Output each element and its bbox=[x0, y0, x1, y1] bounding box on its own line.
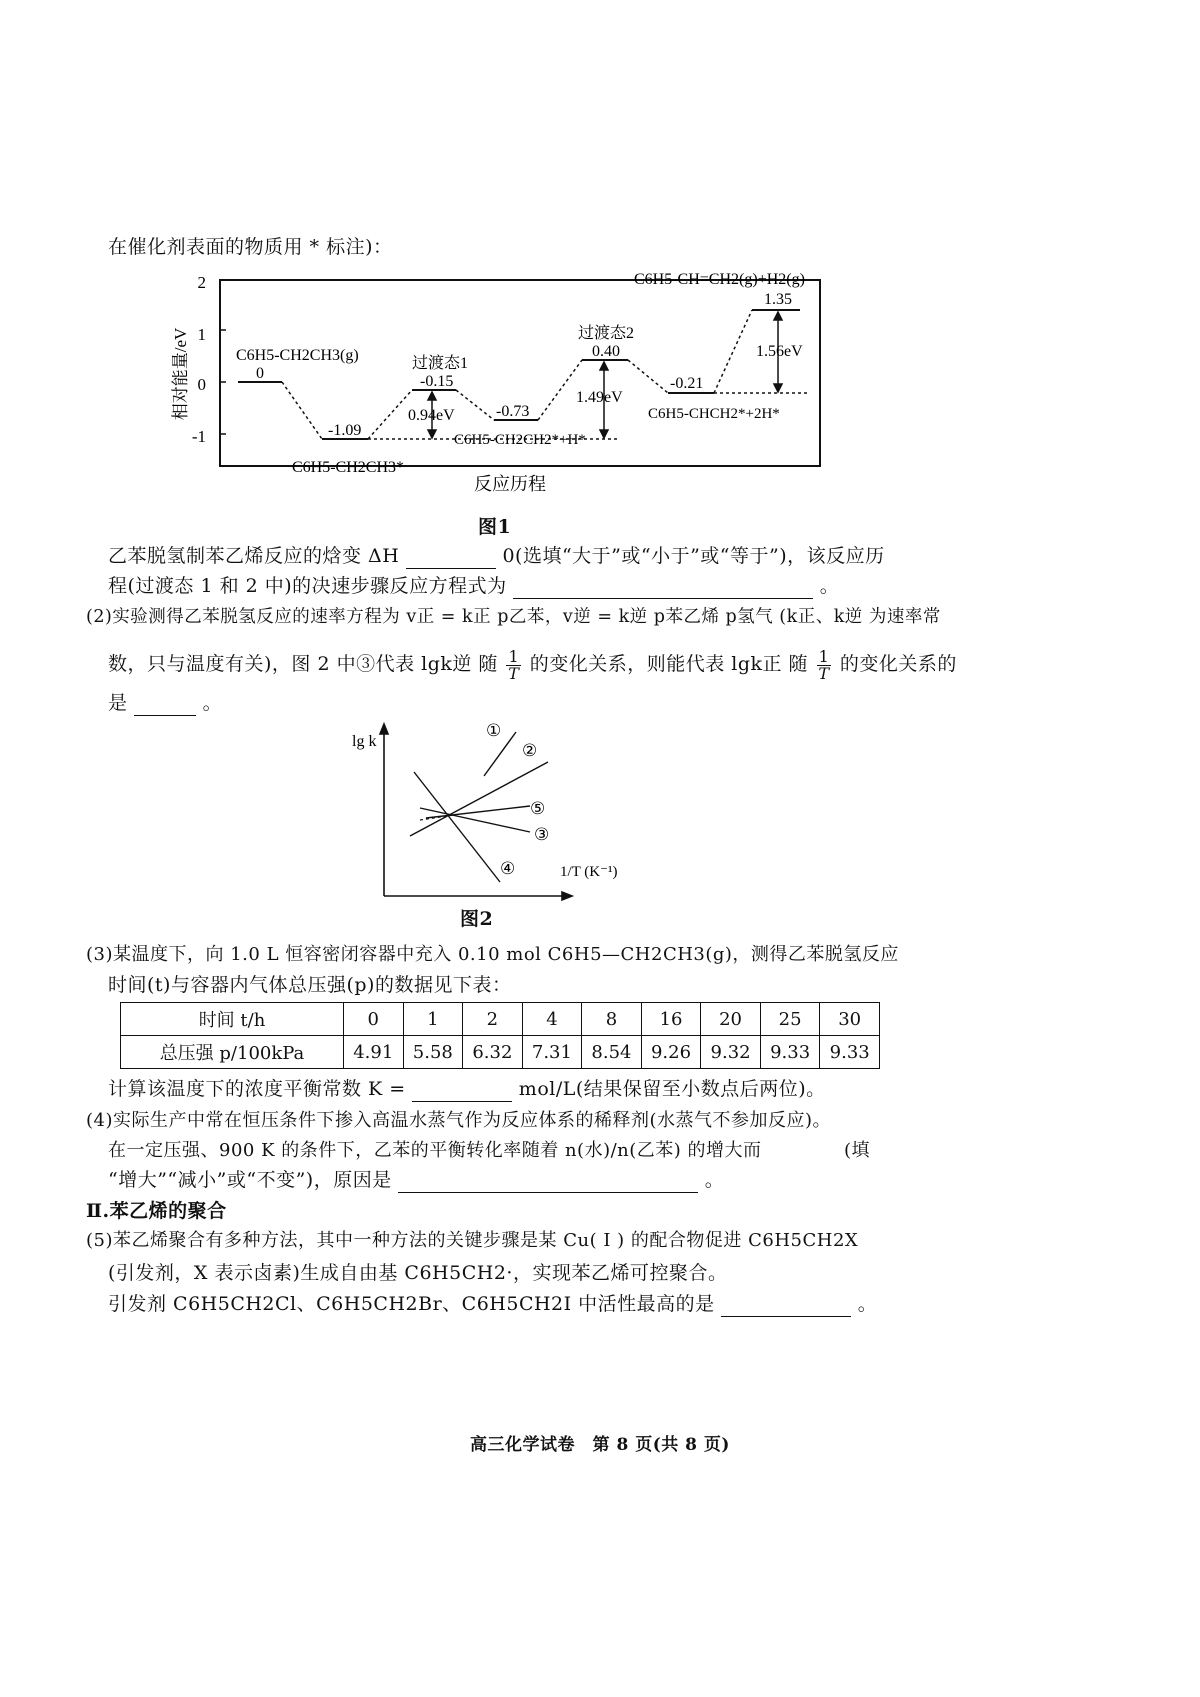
q2-line3 bbox=[108, 690, 222, 716]
section-2-heading: Ⅱ.苯乙烯的聚合 bbox=[86, 1200, 227, 1222]
value-label: 1.35 bbox=[764, 291, 792, 308]
table-cell: 8 bbox=[582, 1003, 642, 1036]
table-cell: 30 bbox=[820, 1003, 880, 1036]
q2-text-a: 数，只与温度有关)，图 2 中③代表 lgk逆 随 bbox=[108, 653, 498, 675]
q1-line1 bbox=[108, 543, 885, 569]
y-tick: -1 bbox=[191, 427, 206, 446]
q1-text-a: 乙苯脱氢制苯乙烯反应的焓变 ΔH bbox=[108, 545, 400, 567]
lgk-vs-inverse-t-diagram bbox=[340, 712, 640, 902]
barrier-label: 1.56eV bbox=[756, 343, 803, 360]
species-label: C6H5-CH2CH2*+H* bbox=[454, 432, 586, 448]
q4-text-c: “增大”“减小”或“不变”)，原因是 bbox=[108, 1169, 392, 1191]
species-label: C6H5-CH2CH3* bbox=[292, 459, 405, 476]
line-2 bbox=[410, 762, 548, 836]
table-cell: 9.32 bbox=[701, 1036, 761, 1069]
q2-text-d: 是 bbox=[108, 692, 128, 714]
table-cell: 4 bbox=[522, 1003, 582, 1036]
barrier-label: 1.49eV bbox=[576, 389, 623, 406]
answer-blank-reason[interactable] bbox=[398, 1172, 698, 1193]
table-cell: 8.54 bbox=[582, 1036, 642, 1069]
period: 。 bbox=[202, 692, 223, 714]
fig2-caption: 图2 bbox=[460, 908, 494, 930]
table-cell: 16 bbox=[641, 1003, 701, 1036]
value-label: 0.40 bbox=[592, 343, 620, 360]
y-tick: 2 bbox=[197, 273, 206, 292]
line-label: ③ bbox=[534, 825, 550, 844]
table-cell: 6.32 bbox=[463, 1036, 523, 1069]
q5-line2: (引发剂，X 表示卤素)生成自由基 C6H5CH2·，实现苯乙烯可控聚合。 bbox=[108, 1262, 728, 1284]
value-label: -0.73 bbox=[496, 403, 530, 420]
x-axis-label: 1/T (K⁻¹) bbox=[560, 864, 618, 880]
answer-blank-line-number[interactable] bbox=[134, 695, 196, 716]
value-label: -0.21 bbox=[670, 375, 704, 392]
value-label: -1.09 bbox=[328, 422, 362, 439]
value-label: 0 bbox=[256, 365, 264, 382]
q3-text-a: 计算该温度下的浓度平衡常数 K = bbox=[108, 1078, 406, 1100]
answer-blank-k[interactable] bbox=[412, 1081, 512, 1102]
table-cell: 9.26 bbox=[641, 1036, 701, 1069]
table-cell: 9.33 bbox=[820, 1036, 880, 1069]
table-cell: 7.31 bbox=[522, 1036, 582, 1069]
value-label: -0.15 bbox=[420, 373, 454, 390]
period: 。 bbox=[819, 575, 840, 597]
barrier-label: 0.94eV bbox=[408, 407, 455, 424]
answer-blank-initiator[interactable] bbox=[721, 1296, 851, 1317]
table-cell: 5.58 bbox=[403, 1036, 463, 1069]
table-cell: 9.33 bbox=[760, 1036, 820, 1069]
fraction-1-over-t: $\frac{1}{T}$ bbox=[508, 646, 520, 683]
pressure-time-table bbox=[120, 1002, 880, 1069]
page-footer: 高三化学试卷 第 8 页(共 8 页) bbox=[470, 1435, 730, 1455]
species-label: C6H5-CHCH2*+2H* bbox=[648, 406, 780, 422]
species-label: C6H5-CH2CH3(g) bbox=[236, 347, 359, 364]
table-cell: 20 bbox=[701, 1003, 761, 1036]
answer-blank-delta-h[interactable] bbox=[406, 548, 496, 569]
line-label: ② bbox=[522, 741, 538, 760]
intro-line: 在催化剂表面的物质用 * 标注)： bbox=[108, 236, 393, 258]
y-axis-label: 相对能量/eV bbox=[171, 327, 190, 421]
y-tick: 0 bbox=[197, 375, 206, 394]
table-cell: 4.91 bbox=[344, 1036, 404, 1069]
q5-line3 bbox=[108, 1291, 877, 1317]
line-label: ① bbox=[486, 721, 502, 740]
x-axis-label: 反应历程 bbox=[474, 474, 546, 494]
table-cell: 2 bbox=[463, 1003, 523, 1036]
period: 。 bbox=[857, 1293, 878, 1315]
table-row-time bbox=[121, 1003, 880, 1036]
q1-text-c: 程(过渡态 1 和 2 中)的决速步骤反应方程式为 bbox=[108, 575, 507, 597]
table-cell: 0 bbox=[344, 1003, 404, 1036]
q4-line1: (4)实际生产中常在恒压条件下掺入高温水蒸气作为反应体系的稀释剂(水蒸气不参加反应)。 bbox=[86, 1110, 832, 1131]
table-header-pressure: 总压强 p/100kPa bbox=[121, 1036, 344, 1069]
q4-line3 bbox=[108, 1167, 724, 1193]
line-label: ④ bbox=[500, 859, 516, 878]
y-axis-label: lg k bbox=[352, 733, 377, 750]
answer-blank-trend[interactable] bbox=[768, 1143, 838, 1164]
period: 。 bbox=[704, 1169, 725, 1191]
q5-text-a: 引发剂 C6H5CH2Cl、C6H5CH2Br、C6H5CH2I 中活性最高的是 bbox=[108, 1293, 715, 1315]
line-label: ⑤ bbox=[530, 799, 546, 818]
fig1-caption: 图1 bbox=[478, 516, 512, 538]
q3-line2: 时间(t)与容器内气体总压强(p)的数据见下表： bbox=[108, 974, 512, 996]
q1-line2 bbox=[108, 573, 839, 599]
table-cell: 25 bbox=[760, 1003, 820, 1036]
species-label: 过渡态1 bbox=[412, 355, 469, 372]
table-header-time: 时间 t/h bbox=[121, 1003, 344, 1036]
q2-line1: (2)实验测得乙苯脱氢反应的速率方程为 v正 = k正 p乙苯，v逆 = k逆 p苯乙烯 p氢气 (k正、k逆 为速率常 bbox=[86, 607, 941, 627]
species-label: C6H5-CH=CH2(g)+H2(g) bbox=[634, 271, 805, 288]
species-label: 过渡态2 bbox=[578, 325, 635, 342]
line-3 bbox=[420, 808, 530, 832]
q3-line3 bbox=[108, 1076, 826, 1102]
q3-line1: (3)某温度下，向 1.0 L 恒容密闭容器中充入 0.10 mol C6H5—CH2CH3(g)，测得乙苯脱氢反应 bbox=[86, 944, 899, 965]
q3-text-b: mol/L(结果保留至小数点后两位)。 bbox=[518, 1078, 826, 1100]
answer-blank-rate-step[interactable] bbox=[513, 578, 813, 599]
q2-text-c: 的变化关系的 bbox=[839, 653, 957, 675]
energy-profile-diagram bbox=[150, 262, 850, 502]
q2-text-b: 的变化关系，则能代表 lgk正 随 bbox=[529, 653, 809, 675]
table-row-pressure bbox=[121, 1036, 880, 1069]
q2-line2 bbox=[108, 644, 957, 684]
fraction-1-over-t: $\frac{1}{T}$ bbox=[818, 646, 830, 683]
q4-text-a: 在一定压强、900 K 的条件下，乙苯的平衡转化率随着 n(水)/n(乙苯) 的增大而 bbox=[108, 1140, 762, 1161]
q1-text-b: 0(选填“大于”或“小于”或“等于”)，该反应历 bbox=[502, 545, 885, 567]
q5-line1: (5)苯乙烯聚合有多种方法，其中一种方法的关键步骤是某 Cu( Ⅰ ) 的配合物促进 C6H5CH2X bbox=[86, 1230, 859, 1251]
y-tick: 1 bbox=[197, 325, 206, 344]
q4-line2 bbox=[108, 1138, 870, 1164]
table-cell: 1 bbox=[403, 1003, 463, 1036]
q4-text-b: (填 bbox=[844, 1140, 871, 1161]
